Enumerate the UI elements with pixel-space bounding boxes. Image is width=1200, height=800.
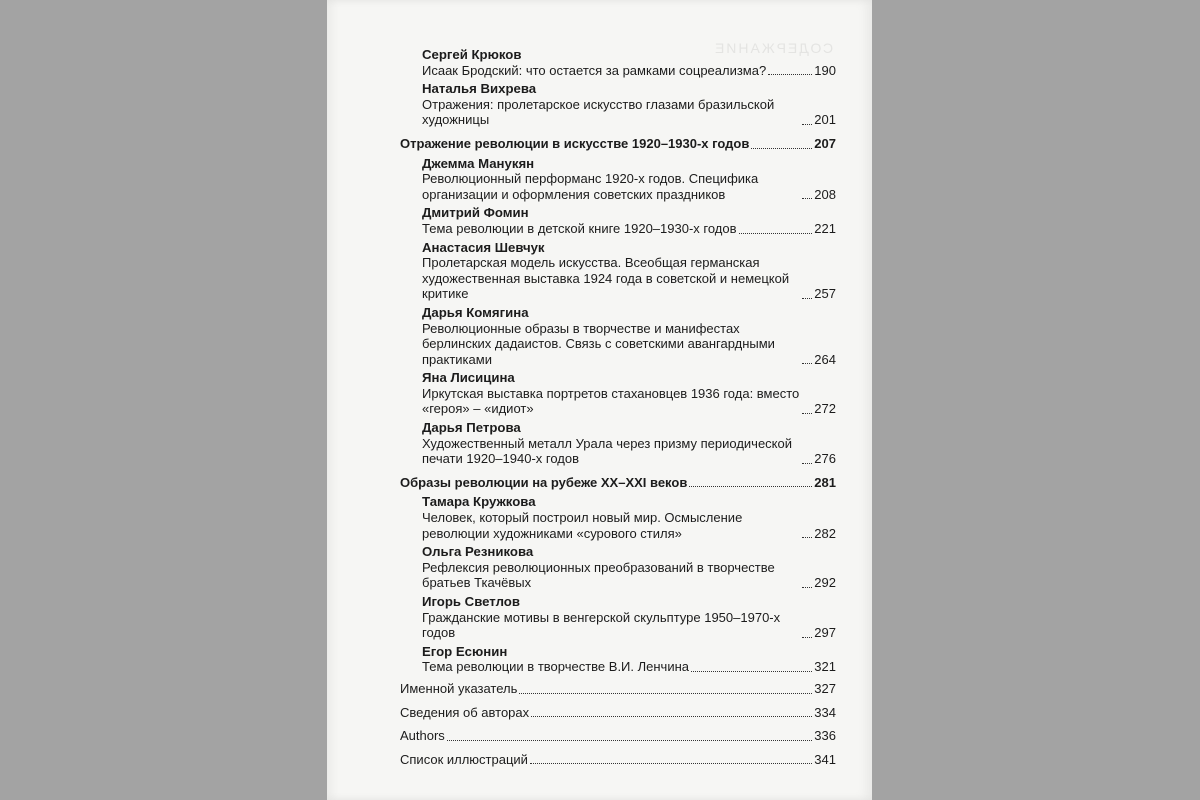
toc-page-number: 221 <box>814 220 836 236</box>
dot-leader <box>751 148 812 149</box>
toc-entry <box>400 97 836 128</box>
toc-author: Сергей Крюков <box>422 47 522 62</box>
toc-page-number: 281 <box>814 474 836 490</box>
toc-author: Дарья Комягина <box>422 304 529 320</box>
toc-entry-title: Именной указатель <box>400 680 518 696</box>
toc-back-entry <box>400 681 836 697</box>
toc-entry <box>400 436 836 467</box>
toc-page-number: 336 <box>814 728 836 744</box>
toc-author: Ольга Резникова <box>422 544 534 560</box>
toc-entry <box>400 659 836 675</box>
dot-leader <box>802 637 812 638</box>
toc-entry-title: Революционный перформанс 1920-х годов. Специфика организации и оформления советских праздников <box>422 171 759 202</box>
toc-entry <box>400 560 836 591</box>
toc-entry-title: Сведения об авторах <box>400 704 530 720</box>
toc-author: Егор Есюнин <box>422 643 508 659</box>
show-through-text: СОДЕРЖАНИЕ <box>713 40 834 56</box>
toc-entry <box>400 221 836 237</box>
dot-leader <box>739 233 813 234</box>
toc-entry-title: Иркутская выставка портретов стахановцев 1936 года: вместо «героя» – «идиот» <box>422 385 800 417</box>
toc-entry-title: Отражения: пролетарское искусство глазами бразильской художницы <box>422 96 775 128</box>
dot-leader <box>802 363 812 364</box>
dot-leader <box>530 763 812 764</box>
toc-entry-title: Человек, который построил новый мир. Осмысление революции художниками «сурового стиля» <box>422 510 743 541</box>
toc-entry-title: Художественный металл Урала через призму периодической печати 1920–1940-х годов <box>422 435 793 467</box>
toc-author: Тамара Кружкова <box>422 494 536 510</box>
dot-leader <box>802 587 812 588</box>
toc-page-number: 208 <box>814 186 836 202</box>
toc-section-heading <box>400 475 836 491</box>
toc-entry <box>400 63 836 79</box>
dot-leader <box>691 671 812 672</box>
toc-author: Джемма Манукян <box>422 155 535 171</box>
toc-entry-title: Революционные образы в творчестве и манифестах берлинских дадаистов. Связь с советскими авангардными практиками <box>422 320 775 367</box>
toc-section-heading <box>400 136 836 152</box>
dot-leader <box>802 413 812 414</box>
toc-author: Дмитрий Фомин <box>422 205 529 221</box>
toc-page-number: 276 <box>814 451 836 467</box>
section-title: Отражение революции в искусстве 1920–1930-х годов <box>400 135 750 151</box>
toc-page-number: 341 <box>814 751 836 767</box>
toc-page-number: 297 <box>814 625 836 641</box>
toc-page-number: 201 <box>814 112 836 128</box>
table-of-contents <box>400 44 836 767</box>
toc-entry <box>400 510 836 541</box>
toc-page-number: 282 <box>814 525 836 541</box>
toc-author: Анастасия Шевчук <box>422 239 545 255</box>
toc-entry <box>400 321 836 368</box>
toc-entry-title: Рефлексия революционных преобразований в творчестве братьев Ткачёвых <box>422 559 775 591</box>
toc-page-number: 257 <box>814 286 836 302</box>
toc-back-entry <box>400 705 836 721</box>
toc-page-number: 327 <box>814 680 836 696</box>
toc-entry-title: Authors <box>400 728 445 744</box>
section-title: Образы революции на рубеже XX–XXI веков <box>400 474 688 490</box>
dot-leader <box>689 486 812 487</box>
toc-back-entry <box>400 752 836 768</box>
toc-page-number: 264 <box>814 351 836 367</box>
dot-leader <box>802 124 812 125</box>
toc-entry <box>400 386 836 417</box>
toc-entry-title: Тема революции в творчестве В.И. Ленчина <box>422 659 690 675</box>
toc-entry <box>400 255 836 302</box>
toc-page-number: 334 <box>814 704 836 720</box>
dot-leader <box>802 198 812 199</box>
dot-leader <box>802 537 812 538</box>
toc-page-number: 190 <box>814 62 836 78</box>
toc-entry-title: Список иллюстраций <box>400 751 528 767</box>
book-page <box>327 0 872 800</box>
toc-back-entry <box>400 728 836 744</box>
toc-page-number: 292 <box>814 575 836 591</box>
dot-leader <box>802 463 812 464</box>
toc-entry <box>400 610 836 641</box>
toc-page-number: 321 <box>814 659 836 675</box>
toc-page-number: 272 <box>814 401 836 417</box>
dot-leader <box>802 298 812 299</box>
toc-entry-title: Гражданские мотивы в венгерской скульптуре 1950–1970-х годов <box>422 609 781 641</box>
toc-entry-title: Тема революции в детской книге 1920–1930-х годов <box>422 220 737 236</box>
toc-author: Наталья Вихрева <box>422 81 537 97</box>
toc-author: Дарья Петрова <box>422 420 521 436</box>
dot-leader <box>447 740 812 741</box>
dot-leader <box>519 693 812 694</box>
dot-leader <box>531 716 812 717</box>
dot-leader <box>768 74 812 75</box>
toc-page-number: 207 <box>814 135 836 151</box>
toc-author: Яна Лисицина <box>422 370 515 386</box>
toc-author: Игорь Светлов <box>422 594 520 609</box>
toc-entry-title: Исаак Бродский: что остается за рамками соцреализма? <box>422 62 767 78</box>
toc-entry <box>400 171 836 202</box>
toc-entry-title: Пролетарская модель искусства. Всеобщая германская художественная выставка 1924 года в советской и немецкой критике <box>422 255 790 302</box>
